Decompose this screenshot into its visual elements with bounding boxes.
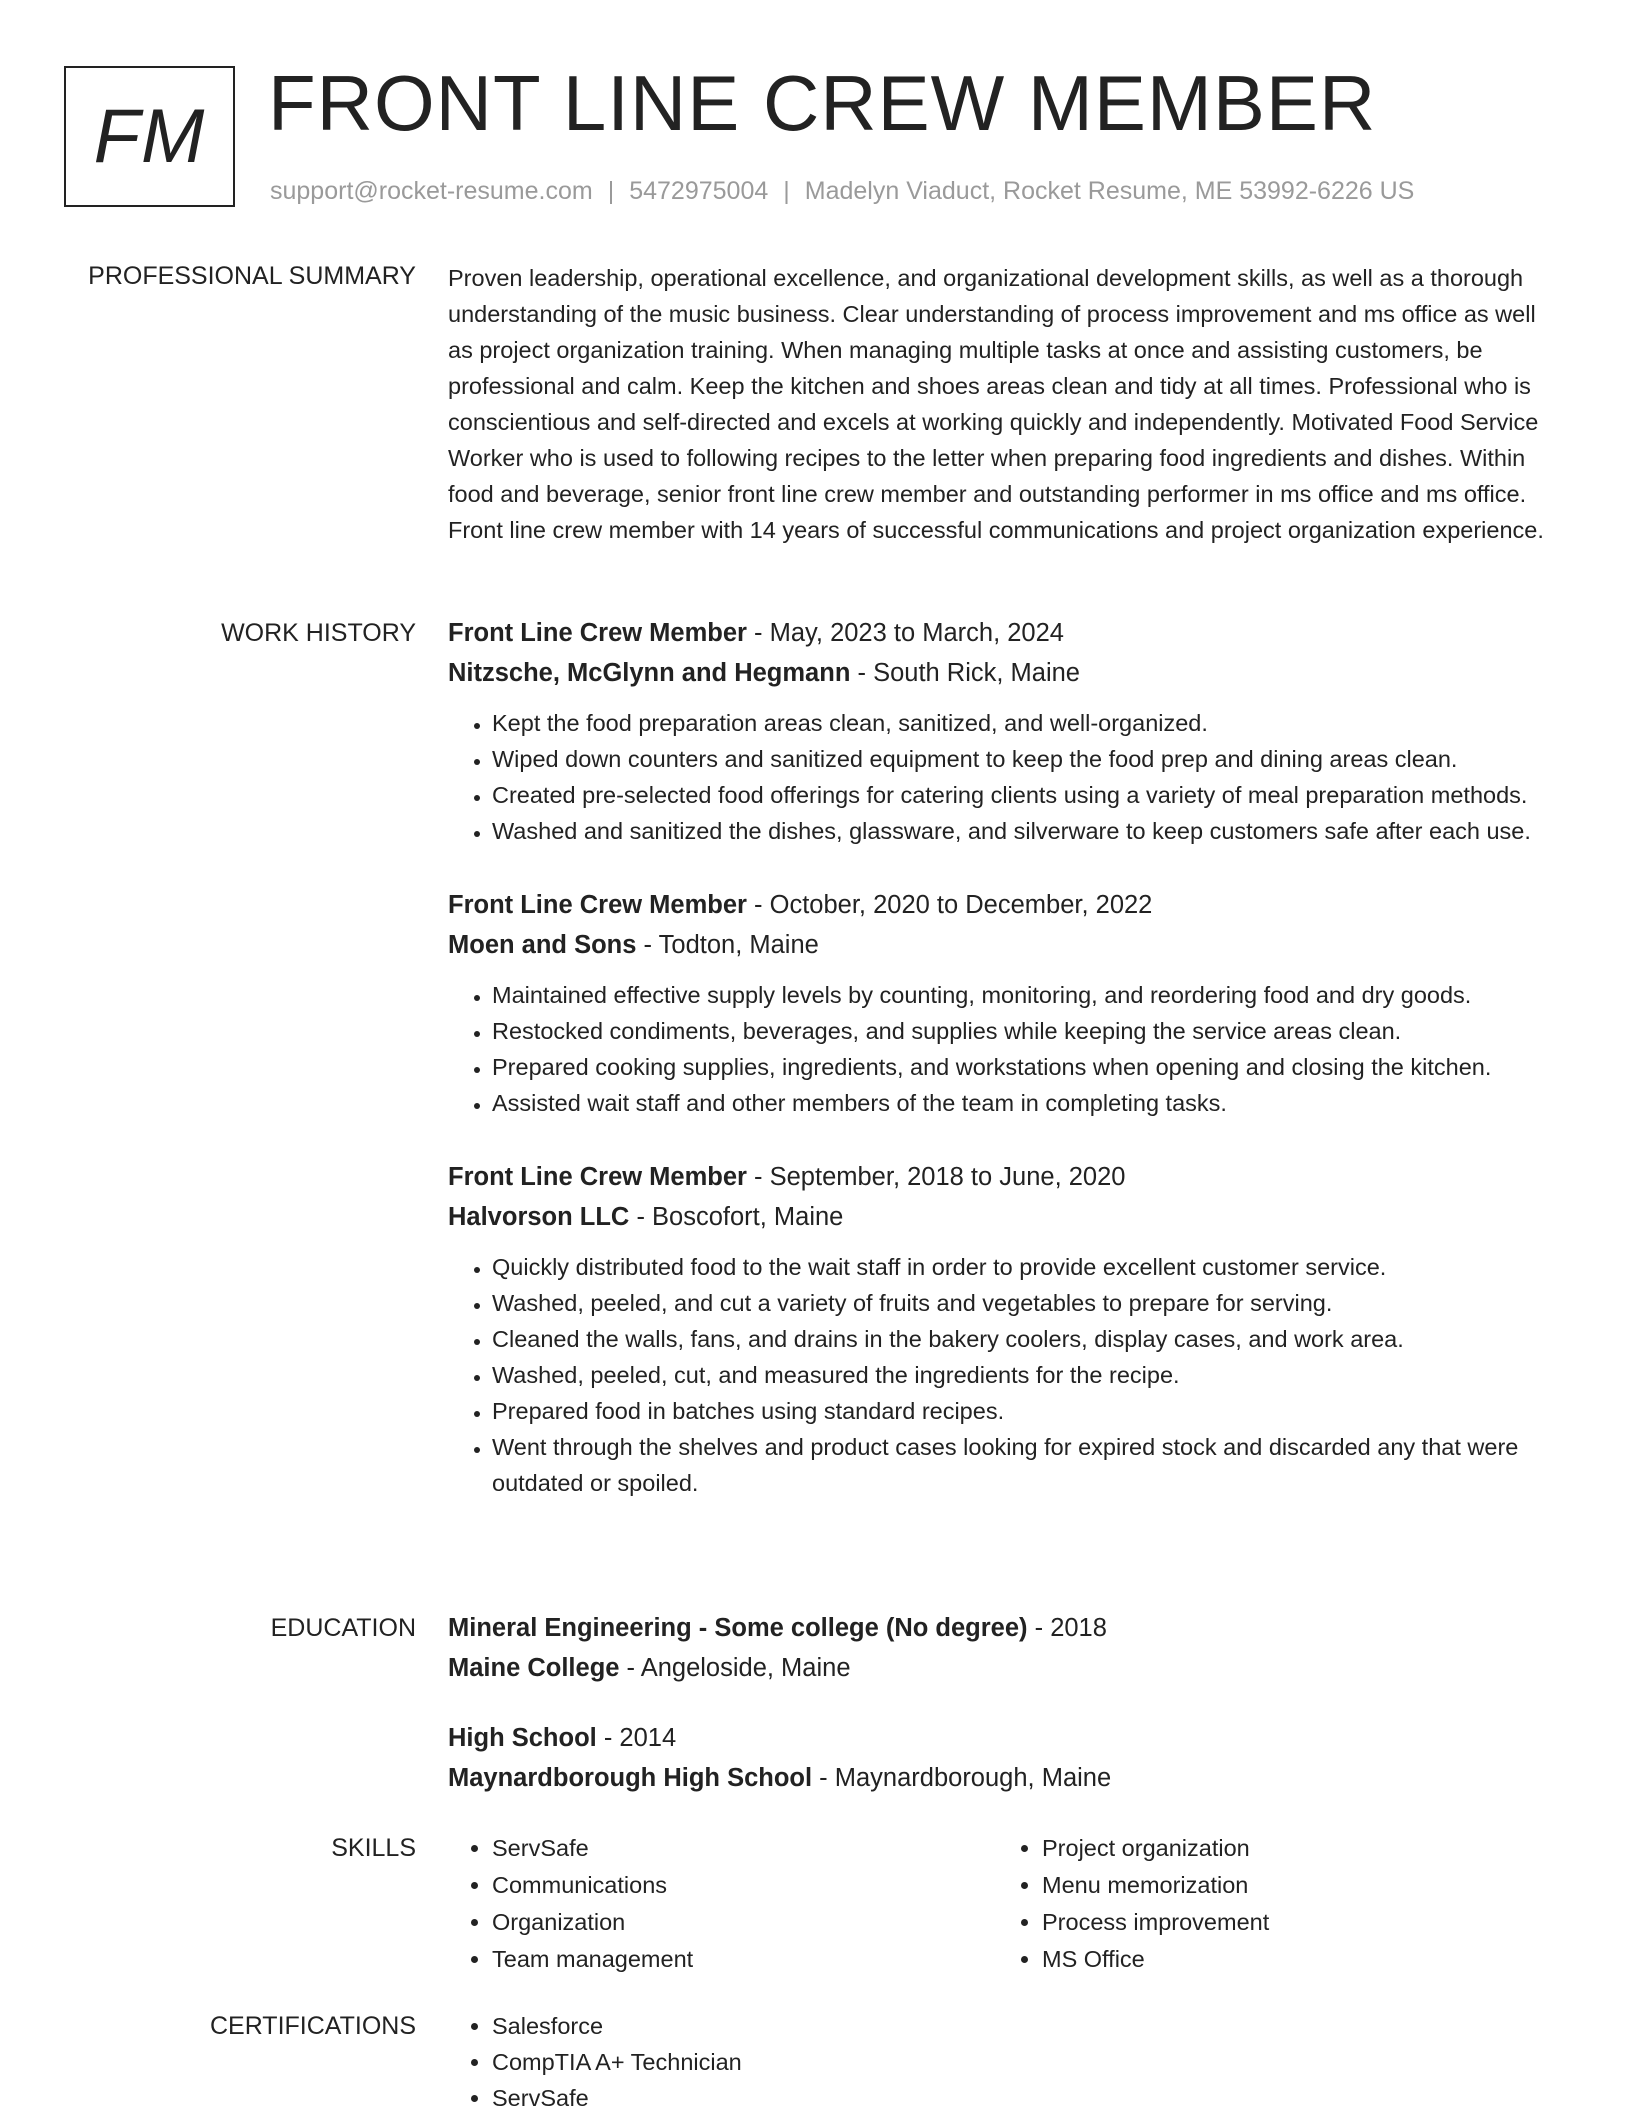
job-title: Front Line Crew Member [448, 619, 747, 647]
duty-item: • Prepared cooking supplies, ingredients, and workstations when opening and closing the kitchen. [492, 1049, 1563, 1085]
duty-item: • Kept the food preparation areas clean, sanitized, and well-organized. [492, 705, 1563, 741]
education-degree: Mineral Engineering - Some college (No degree) [448, 1614, 1028, 1642]
job-location: - Todton, Maine [636, 931, 819, 959]
job-title: Front Line Crew Member [448, 891, 747, 919]
resume-title: FRONT LINE CREW MEMBER [268, 59, 1377, 147]
education-entry [448, 1718, 1563, 1798]
skill-item: • Process improvement [1042, 1904, 1548, 1941]
certification-item: • CompTIA A+ Technician [492, 2044, 1563, 2080]
job-dates: - September, 2018 to June, 2020 [746, 1163, 1126, 1191]
certification-item: • Salesforce [492, 2008, 1563, 2044]
education-school: Maynardborough High School [448, 1764, 813, 1792]
skill-item: • Team management [492, 1941, 998, 1978]
certifications-list [448, 2008, 1563, 2116]
duty-item: • Assisted wait staff and other members of the team in completing tasks. [492, 1085, 1563, 1121]
contact-phone[interactable]: 5472975004 [629, 177, 769, 205]
contact-separator: | [783, 177, 790, 205]
job-entry [448, 1157, 1563, 1501]
job-entry [448, 613, 1563, 849]
job-duties [448, 1249, 1563, 1501]
skills-list-right [998, 1830, 1548, 1978]
summary-text: Proven leadership, operational excellence, and organizational development skills, as well as a thorough understanding of the music business. Clear understanding of process improvement and ms office as well as project organization training. When managing multiple tasks at once and assisting customers, be professional and calm. Keep the kitchen and shoes areas clean and tidy at all times. Professional who is conscientious and self-directed and excels at working quickly and independently. Motivated Food Service Worker who is used to following recipes to the letter when preparing food ingredients and dishes. Within food and beverage, senior front line crew member and outstanding performer in ms office and ms office. Front line crew member with 14 years of successful communications and project organization experience. [448, 265, 1544, 543]
education-location: - Maynardborough, Maine [812, 1764, 1112, 1792]
section-heading-education: EDUCATION [270, 1614, 416, 1642]
job-location: - South Rick, Maine [850, 659, 1080, 687]
monogram-logo: FM [64, 66, 235, 207]
education-location: - Angeloside, Maine [619, 1654, 851, 1682]
job-dates: - October, 2020 to December, 2022 [746, 891, 1153, 919]
contact-separator: | [607, 177, 615, 205]
contact-address: Madelyn Viaduct, Rocket Resume, ME 53992-6226 US [804, 177, 1415, 205]
job-dates: - May, 2023 to March, 2024 [746, 619, 1064, 647]
skill-item: • MS Office [1042, 1941, 1548, 1978]
skill-item: • ServSafe [492, 1830, 998, 1867]
duty-item: • Washed, peeled, cut, and measured the ingredients for the recipe. [492, 1357, 1563, 1393]
education-degree: High School [448, 1724, 597, 1752]
education-year: - 2018 [1027, 1614, 1107, 1642]
job-company: Halvorson LLC [448, 1203, 630, 1231]
skill-item: • Organization [492, 1904, 998, 1941]
job-company: Moen and Sons [448, 931, 637, 959]
duty-item: • Wiped down counters and sanitized equipment to keep the food prep and dining areas clean. [492, 741, 1563, 777]
education-entry [448, 1608, 1563, 1688]
certification-item: • ServSafe [492, 2080, 1563, 2116]
section-heading-summary: PROFESSIONAL SUMMARY [88, 262, 416, 290]
section-heading-certifications: CERTIFICATIONS [209, 2012, 416, 2040]
section-heading-work-history: WORK HISTORY [221, 619, 416, 647]
skill-item: • Project organization [1042, 1830, 1548, 1867]
job-entry [448, 885, 1563, 1121]
duty-item: • Maintained effective supply levels by counting, monitoring, and reordering food and dry goods. [492, 977, 1563, 1013]
skills-list-left [448, 1830, 998, 1978]
duty-item: • Restocked condiments, beverages, and supplies while keeping the service areas clean. [492, 1013, 1563, 1049]
job-duties [448, 705, 1563, 849]
job-location: - Boscofort, Maine [629, 1203, 844, 1231]
duty-item: • Quickly distributed food to the wait staff in order to provide excellent customer service. [492, 1249, 1563, 1285]
contact-email[interactable]: support@rocket-resume.com [270, 177, 593, 205]
skill-item: • Menu memorization [1042, 1867, 1548, 1904]
duty-item: • Went through the shelves and product cases looking for expired stock and discarded any that were outdated or spoiled. [492, 1429, 1563, 1501]
education-year: - 2014 [596, 1724, 677, 1752]
duty-item: • Cleaned the walls, fans, and drains in the bakery coolers, display cases, and work area. [492, 1321, 1563, 1357]
job-duties [448, 977, 1563, 1121]
duty-item: • Created pre-selected food offerings for catering clients using a variety of meal preparation methods. [492, 777, 1563, 813]
duty-item: • Washed, peeled, and cut a variety of fruits and vegetables to prepare for serving. [492, 1285, 1563, 1321]
skill-item: • Communications [492, 1867, 998, 1904]
duty-item: • Washed and sanitized the dishes, glassware, and silverware to keep customers safe after each use. [492, 813, 1563, 849]
section-heading-skills: SKILLS [331, 1834, 416, 1862]
education-school: Maine College [448, 1654, 620, 1682]
job-title: Front Line Crew Member [448, 1163, 747, 1191]
duty-item: • Prepared food in batches using standard recipes. [492, 1393, 1563, 1429]
job-company: Nitzsche, McGlynn and Hegmann [448, 659, 851, 687]
contact-line [270, 176, 1414, 206]
